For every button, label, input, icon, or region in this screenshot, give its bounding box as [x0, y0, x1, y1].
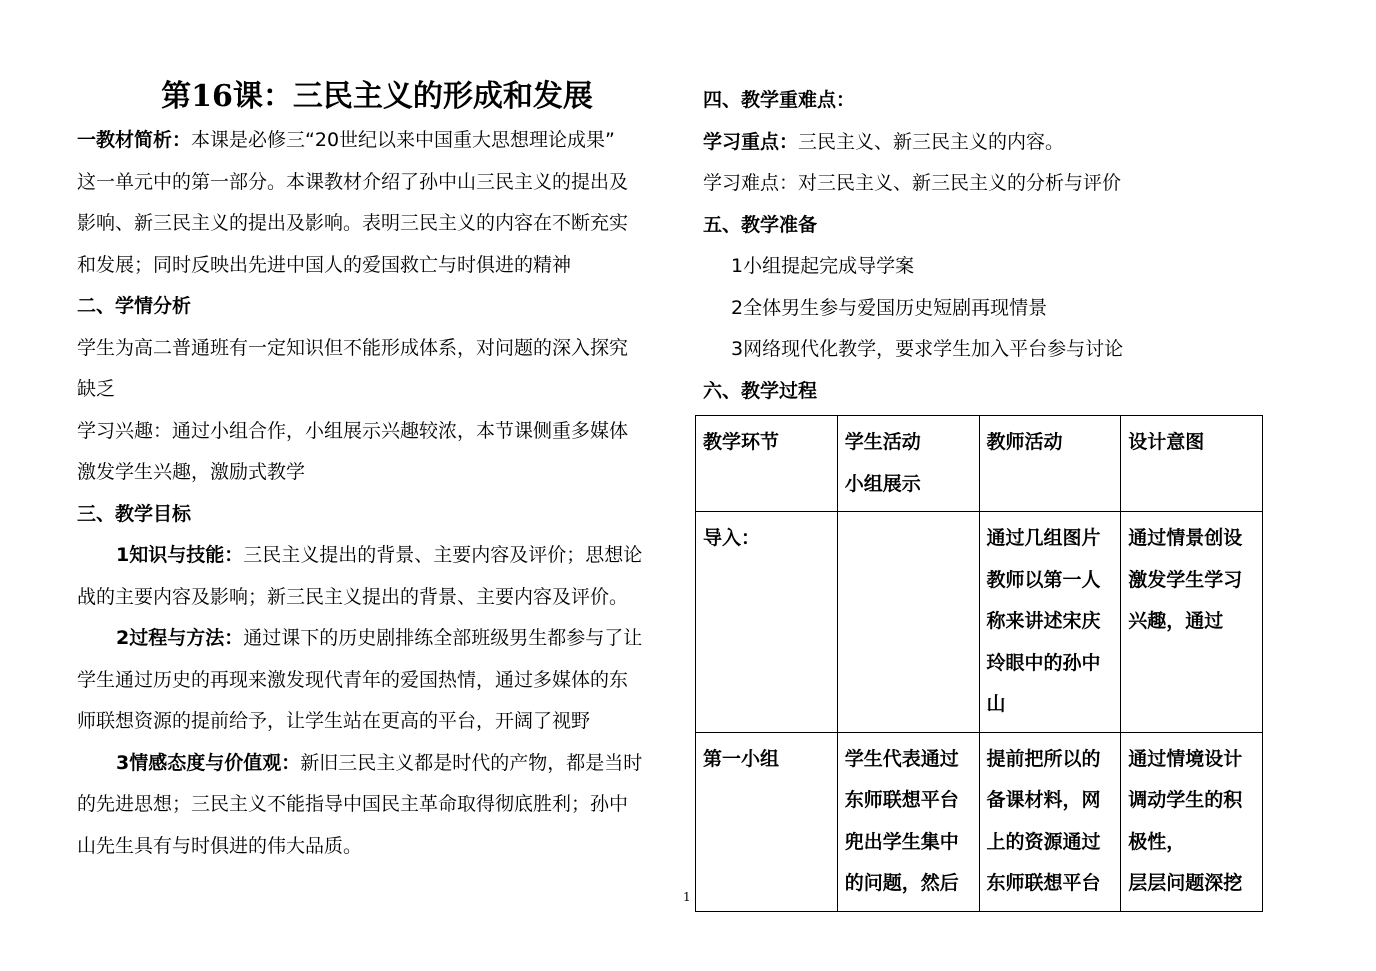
- table-cell: 第一小组: [696, 732, 838, 911]
- goal3-line1: [77, 743, 677, 785]
- page-title: 第16课：三民主义的形成和发展: [161, 79, 593, 114]
- goal1-line2: 战的主要内容及影响；新三民主义提出的背景、主要内容及评价。: [77, 585, 629, 608]
- section2-line1: 学生为高二普通班有一定知识但不能形成体系，对问题的深入探究: [77, 336, 629, 359]
- goal3-line3: 山先生具有与时俱进的伟大品质。: [77, 834, 363, 857]
- goal2-line2: 学生通过历史的再现来激发现代青年的爱国热情，通过多媒体的东: [77, 668, 629, 691]
- table-header-row: [696, 416, 1263, 512]
- prep-item-3: 3网络现代化教学，要求学生加入平台参与讨论: [731, 338, 1124, 360]
- prep-item-2: 2全体男生参与爱国历史短剧再现情景: [731, 296, 1048, 319]
- header-cell: 教师活动: [979, 416, 1121, 512]
- teaching-process-table: [695, 415, 1263, 912]
- section1-line4: 和发展；同时反映出先进中国人的爱国救亡与时俱进的精神: [77, 253, 572, 276]
- goal1-label: 1知识与技能：: [116, 544, 244, 566]
- section1-line1: [77, 120, 677, 162]
- table-cell: 学生代表通过东师联想平台兜出学生集中的问题，然后: [837, 732, 979, 911]
- header-cell: 设计意图: [1121, 416, 1263, 512]
- goal2-text: 通过课下的历史剧排练全部班级男生都参与了让: [243, 627, 643, 649]
- table-cell: 通过情境设计调动学生的积极性， 层层问题深挖: [1121, 732, 1263, 911]
- section4-heading: 四、教学重难点：: [703, 89, 856, 111]
- goal3-line2: 的先进思想；三民主义不能指导中国民主革命取得彻底胜利；孙中: [77, 793, 629, 815]
- table-cell: 通过几组图片教师以第一人称来讲述宋庆玲眼中的孙中山: [979, 512, 1121, 733]
- table-cell: 通过情景创设激发学生学习兴趣，通过: [1121, 512, 1263, 733]
- goal3-label: 3情感态度与价值观：: [116, 751, 301, 774]
- table-row: [696, 512, 1263, 733]
- section2-line4: 激发学生兴趣，激励式教学: [77, 461, 306, 483]
- goal2-line1: [77, 618, 677, 660]
- header-cell: 教学环节: [696, 416, 838, 512]
- table-cell: 导入：: [696, 512, 838, 733]
- section1-line3: 影响、新三民主义的提出及影响。表明三民主义的内容在不断充实: [77, 212, 629, 234]
- section2-line3: 学习兴趣：通过小组合作，小组展示兴趣较浓，本节课侧重多媒体: [77, 419, 629, 442]
- key-point-line: [703, 122, 1268, 164]
- key-point-label: 学习重点：: [703, 130, 799, 153]
- page-number: 1: [683, 890, 691, 904]
- goal2-label: 2过程与方法：: [116, 627, 244, 649]
- section6-heading: 六、教学过程: [703, 379, 818, 402]
- goal3-text: 新旧三民主义都是时代的产物，都是当时: [300, 751, 643, 774]
- section1-text: 本课是必修三“20世纪以来中国重大思想理论成果”: [191, 129, 615, 151]
- prep-item-1: 1小组提起完成导学案: [731, 255, 915, 277]
- key-point-text: 三民主义、新三民主义的内容。: [798, 130, 1065, 153]
- section1-line2: 这一单元中的第一部分。本课教材介绍了孙中山三民主义的提出及: [77, 170, 629, 193]
- difficulty-line: 学习难点：对三民主义、新三民主义的分析与评价: [703, 172, 1122, 194]
- section2-heading: 二、学情分析: [77, 295, 192, 317]
- left-column: [77, 76, 677, 867]
- right-column: [703, 80, 1268, 912]
- goal1-text: 三民主义提出的背景、主要内容及评价；思想论: [243, 544, 643, 566]
- goal2-line3: 师联想资源的提前给予，让学生站在更高的平台，开阔了视野: [77, 710, 591, 732]
- section3-heading: 三、教学目标: [77, 502, 192, 525]
- goal1-line1: [77, 535, 677, 577]
- section1-label: 一教材简析：: [77, 129, 192, 151]
- header-cell: 学生活动 小组展示: [837, 416, 979, 512]
- section5-heading: 五、教学准备: [703, 213, 818, 236]
- table-cell: [837, 512, 979, 733]
- table-row: [696, 732, 1263, 911]
- section2-line2: 缺乏: [77, 378, 116, 400]
- table-cell: 提前把所以的备课材料，网上的资源通过东师联想平台: [979, 732, 1121, 911]
